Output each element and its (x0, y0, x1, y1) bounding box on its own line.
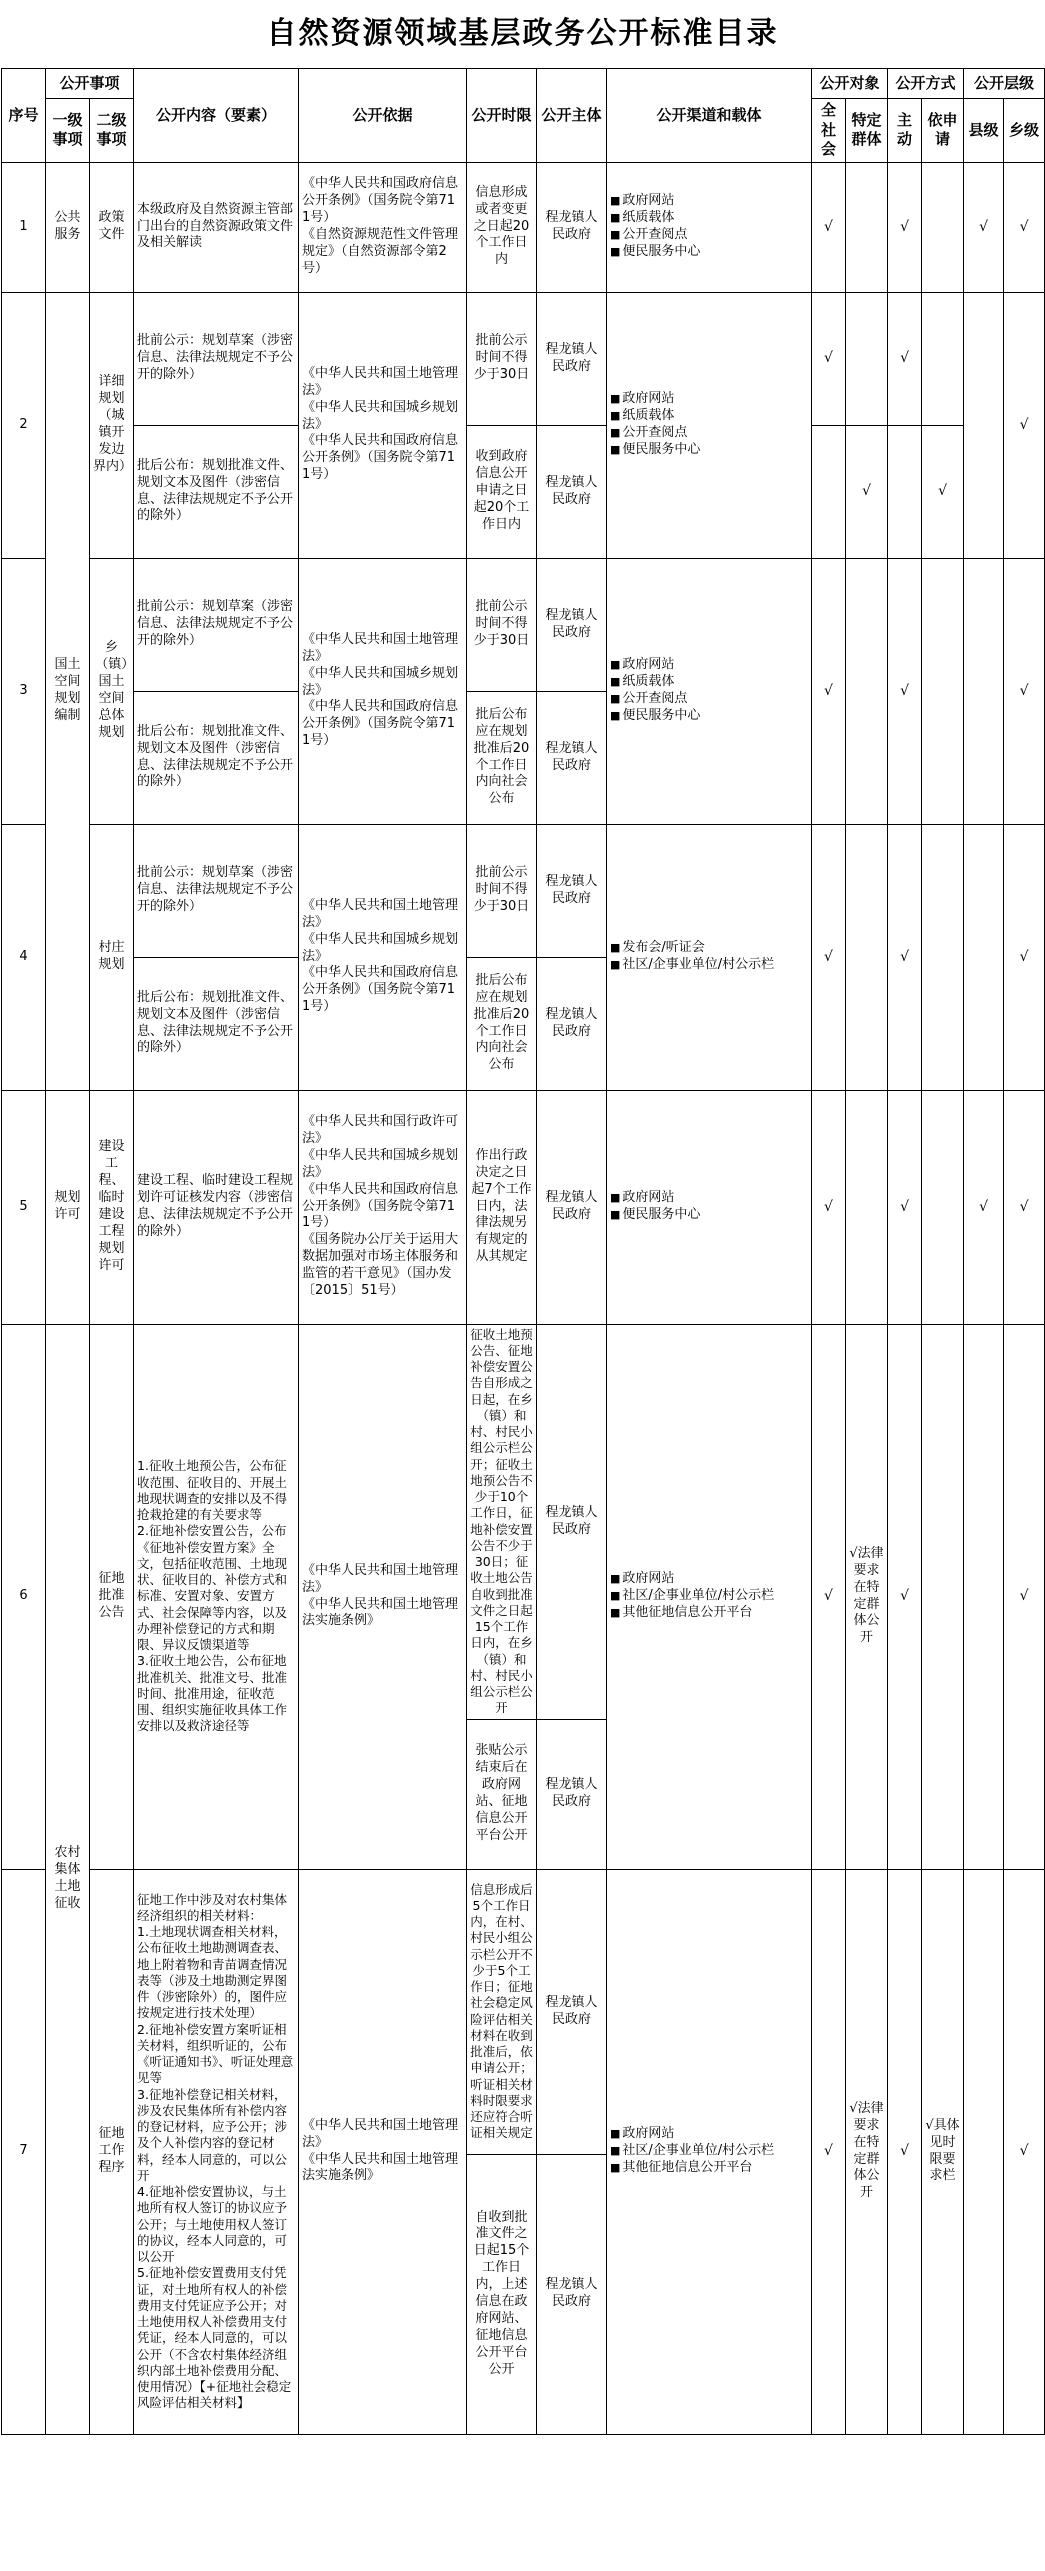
check-county (964, 824, 1004, 1090)
row-time: 征收土地预公告、征地补偿安置公告自形成之日起，在乡（镇）和村、村民小组公示栏公开；征收土地预公告不少于10个工作日，征地补偿安置公告不少于30日；征收土地公告自收到批准文件之日起15个工作日内，在乡（镇）和村、村民小组公示栏公开 (467, 1324, 537, 1719)
row-time: 批前公示时间不得少于30日 (467, 824, 537, 957)
row-level1: 规划许可 (46, 1090, 90, 1324)
catalog-table (1, 68, 1045, 2435)
row-subject: 程龙镇人民政府 (537, 957, 607, 1090)
row-content: 批后公布：规划批准文件、规划文本及图件（涉密信息、法律法规规定不予公开的除外） (134, 425, 299, 558)
row-time: 批前公示时间不得少于30日 (467, 558, 537, 691)
row-time: 张贴公示结束后在政府网站、征地信息公开平台公开 (467, 1719, 537, 1869)
row-channels (607, 824, 812, 1090)
check-request (922, 824, 964, 1090)
row-level2: 建设工程、临时建设工程规划许可 (90, 1090, 134, 1324)
header-level1: 一级事项 (46, 99, 90, 163)
page-title: 自然资源领域基层政务公开标准目录 (266, 16, 779, 51)
row-subject: 程龙镇人民政府 (537, 558, 607, 691)
channel-item: ■ 公开查阅点 (610, 425, 808, 442)
channel-item: ■ 纸质载体 (610, 408, 808, 425)
header-level: 公开层级 (964, 69, 1045, 99)
channel-item: ■ 政府网站 (610, 1190, 808, 1207)
row-level1: 国土空间规划编制 (46, 292, 90, 1090)
channel-item: ■ 政府网站 (610, 2126, 808, 2143)
header-active: 主动 (888, 99, 922, 163)
check-request (922, 1090, 964, 1324)
row-time: 批后公布应在规划批准后20个工作日内向社会公布 (467, 691, 537, 824)
check-request (922, 162, 964, 292)
channel-item: ■ 纸质载体 (610, 674, 808, 691)
row-content: 1.征收土地预公告，公布征收范围、征收目的、开展土地现状调查的安排以及不得抢栽抢建的有关要求等 2.征地补偿安置公告，公布《征地补偿安置方案》全文，包括征收范围、土地现状、征收目的、补偿方式和标准、安置对象、安置方式、社会保障等内容，以及办理补偿登记的方式和期限、异议反馈渠道等 3.征收土地公告，公布征地批准机关、批准文号、批准时间、批准用途，征收范围、组织实施征收具体工作安排以及救济途径等 (134, 1324, 299, 1869)
row-content: 本级政府及自然资源主管部门出台的自然资源政策文件及相关解读 (134, 162, 299, 292)
channel-item: ■ 便民服务中心 (610, 244, 808, 261)
check-county (964, 1324, 1004, 1869)
check-county: √ (964, 1090, 1004, 1324)
row-basis: 《中华人民共和国土地管理法》 《中华人民共和国土地管理法实施条例》 (299, 1869, 467, 2434)
table-row (2, 1090, 1045, 1324)
check-request: √具体见时限要求栏 (922, 1869, 964, 2434)
check-county (964, 1869, 1004, 2434)
row-subject: 程龙镇人民政府 (537, 1869, 607, 2154)
row-basis: 《中华人民共和国土地管理法》 《中华人民共和国城乡规划法》 《中华人民共和国政府信息公开条例》（国务院令第711号） (299, 824, 467, 1090)
check-active: √ (888, 1090, 922, 1324)
check-active: √ (888, 1324, 922, 1869)
row-basis: 《中华人民共和国行政许可法》 《中华人民共和国城乡规划法》 《中华人民共和国政府信息公开条例》（国务院令第711号） 《国务院办公厅关于运用大数据加强对市场主体服务和监管的若干意见》（国办发〔2015〕51号） (299, 1090, 467, 1324)
table-row (2, 824, 1045, 957)
check-whole: √ (812, 1090, 846, 1324)
table-row (2, 425, 1045, 558)
table-row (2, 1324, 1045, 1719)
check-town: √ (1004, 1869, 1045, 2434)
header-subject: 公开主体 (537, 69, 607, 163)
check-active (888, 425, 922, 558)
row-time: 批前公示时间不得少于30日 (467, 292, 537, 425)
row-basis: 《中华人民共和国政府信息公开条例》（国务院令第711号） 《自然资源规范性文件管理规定》（自然资源部令第2号） (299, 162, 467, 292)
check-active: √ (888, 292, 922, 425)
table-row (2, 558, 1045, 691)
header-request: 依申请 (922, 99, 964, 163)
row-seq: 6 (2, 1324, 46, 1869)
check-county (964, 558, 1004, 824)
row-content: 批前公示：规划草案（涉密信息、法律法规规定不予公开的除外） (134, 824, 299, 957)
header-county: 县级 (964, 99, 1004, 163)
row-time: 批后公布应在规划批准后20个工作日内向社会公布 (467, 957, 537, 1090)
channel-item: ■ 社区/企事业单位/村公示栏 (610, 2143, 808, 2160)
header-level2: 二级事项 (90, 99, 134, 163)
channel-item: ■ 便民服务中心 (610, 442, 808, 459)
row-subject: 程龙镇人民政府 (537, 691, 607, 824)
row-subject: 程龙镇人民政府 (537, 1324, 607, 1719)
check-specific (846, 824, 888, 1090)
row-channels (607, 1324, 812, 1869)
row-time: 信息形成或者变更之日起20个工作日内 (467, 162, 537, 292)
row-seq: 3 (2, 558, 46, 824)
row-seq: 2 (2, 292, 46, 558)
check-request: √ (922, 425, 964, 558)
check-active: √ (888, 1869, 922, 2434)
header-time: 公开时限 (467, 69, 537, 163)
check-town: √ (1004, 1324, 1045, 1869)
row-basis: 《中华人民共和国土地管理法》 《中华人民共和国城乡规划法》 《中华人民共和国政府信息公开条例》（国务院令第711号） (299, 292, 467, 558)
row-level1: 公共服务 (46, 162, 90, 292)
table-row (2, 1869, 1045, 2154)
row-content: 批后公布：规划批准文件、规划文本及图件（涉密信息、法律法规规定不予公开的除外） (134, 957, 299, 1090)
row-seq: 4 (2, 824, 46, 1090)
check-whole: √ (812, 558, 846, 824)
header-basis: 公开依据 (299, 69, 467, 163)
row-time: 自收到批准文件之日起15个工作日内，上述信息在政府网站、征地信息公开平台公开 (467, 2154, 537, 2434)
check-specific: √法律要求在特定群体公开 (846, 1324, 888, 1869)
header-specific: 特定群体 (846, 99, 888, 163)
row-level2: 征地工作程序 (90, 1869, 134, 2434)
check-whole: √ (812, 162, 846, 292)
row-level1: 农村集体土地征收 (46, 1324, 90, 2434)
header-target: 公开对象 (812, 69, 888, 99)
check-specific (846, 292, 888, 425)
row-content: 征地工作中涉及对农村集体经济组织的相关材料： 1.土地现状调查相关材料，公布征收土地勘测调查表、地上附着物和青苗调查情况表等（涉及土地勘测定界图件（涉密除外）的，图件应按规定进行技术处理） 2.征地补偿安置方案听证相关材料，组织听证的，公布《听证通知书》、听证处理意见等 3.征地补偿登记相关材料，涉及农民集体所有补偿内容的登记材料，应予公开；涉及个人补偿内容的登记材料，经本人同意的，可以公开 4.征地补偿安置协议，与土地所有权人签订的协议应予公开；与土地使用权人签订的协议，经本人同意的，可以公开 5.征地补偿安置费用支付凭证，对土地所有权人的补偿费用支付凭证应予公开；对土地使用权人补偿费用支付凭证，经本人同意的，可以公开（不含农村集体经济组织内部土地补偿费用分配、使用情况）【+征地社会稳定风险评估相关材料】 (134, 1869, 299, 2434)
row-seq: 5 (2, 1090, 46, 1324)
check-whole: √ (812, 1869, 846, 2434)
row-channels (607, 1090, 812, 1324)
header-content: 公开内容（要素） (134, 69, 299, 163)
row-channels (607, 292, 812, 558)
check-county (964, 292, 1004, 558)
row-content: 批前公示：规划草案（涉密信息、法律法规规定不予公开的除外） (134, 558, 299, 691)
channel-item: ■ 公开查阅点 (610, 227, 808, 244)
row-level2: 详细规划（城镇开发边界内） (90, 292, 134, 558)
check-whole: √ (812, 292, 846, 425)
header-seq: 序号 (2, 69, 46, 163)
row-content: 建设工程、临时建设工程规划许可证核发内容（涉密信息、法律法规规定不予公开的除外） (134, 1090, 299, 1324)
row-subject: 程龙镇人民政府 (537, 1090, 607, 1324)
check-specific: √法律要求在特定群体公开 (846, 1869, 888, 2434)
check-whole: √ (812, 824, 846, 1090)
row-subject: 程龙镇人民政府 (537, 824, 607, 957)
row-subject: 程龙镇人民政府 (537, 292, 607, 425)
check-request (922, 558, 964, 824)
check-county: √ (964, 162, 1004, 292)
channel-item: ■ 其他征地信息公开平台 (610, 1605, 808, 1622)
channel-item: ■ 社区/企事业单位/村公示栏 (610, 957, 808, 974)
check-request (922, 292, 964, 425)
check-town: √ (1004, 292, 1045, 558)
check-specific: √ (846, 425, 888, 558)
row-channels (607, 558, 812, 824)
check-active: √ (888, 162, 922, 292)
check-town: √ (1004, 824, 1045, 1090)
channel-item: ■ 政府网站 (610, 1571, 808, 1588)
row-time: 收到政府信息公开申请之日起20个工作日内 (467, 425, 537, 558)
check-active: √ (888, 824, 922, 1090)
table-row (2, 162, 1045, 292)
table-row (2, 292, 1045, 425)
check-specific (846, 558, 888, 824)
header-mode: 公开方式 (888, 69, 964, 99)
row-channels (607, 1869, 812, 2434)
row-seq: 1 (2, 162, 46, 292)
row-time: 作出行政决定之日起7个工作日内，法律法规另有规定的从其规定 (467, 1090, 537, 1324)
channel-item: ■ 发布会/听证会 (610, 940, 808, 957)
row-subject: 程龙镇人民政府 (537, 1719, 607, 1869)
channel-item: ■ 政府网站 (610, 657, 808, 674)
row-level2: 乡（镇）国土空间总体规划 (90, 558, 134, 824)
check-request (922, 1324, 964, 1869)
channel-item: ■ 纸质载体 (610, 210, 808, 227)
check-town: √ (1004, 1090, 1045, 1324)
row-channels (607, 162, 812, 292)
header-channel: 公开渠道和载体 (607, 69, 812, 163)
header-matter: 公开事项 (46, 69, 134, 99)
check-whole (812, 425, 846, 558)
channel-item: ■ 社区/企事业单位/村公示栏 (610, 1588, 808, 1605)
row-subject: 程龙镇人民政府 (537, 162, 607, 292)
row-level2: 政策文件 (90, 162, 134, 292)
row-content: 批前公示：规划草案（涉密信息、法律法规规定不予公开的除外） (134, 292, 299, 425)
row-content: 批后公布：规划批准文件、规划文本及图件（涉密信息、法律法规规定不予公开的除外） (134, 691, 299, 824)
header-town: 乡级 (1004, 99, 1045, 163)
check-specific (846, 162, 888, 292)
check-active: √ (888, 558, 922, 824)
row-basis: 《中华人民共和国土地管理法》 《中华人民共和国土地管理法实施条例》 (299, 1324, 467, 1869)
row-level2: 征地批准公告 (90, 1324, 134, 1869)
row-subject: 程龙镇人民政府 (537, 425, 607, 558)
channel-item: ■ 便民服务中心 (610, 1207, 808, 1224)
row-level2: 村庄规划 (90, 824, 134, 1090)
row-seq: 7 (2, 1869, 46, 2434)
row-time: 信息形成后5个工作日内，在村、村民小组公示栏公开不少于5个工作日；征地社会稳定风险评估相关材料在收到批准后，依申请公开；听证相关材料时限要求还应符合听证相关规定 (467, 1869, 537, 2154)
check-whole: √ (812, 1324, 846, 1869)
channel-item: ■ 便民服务中心 (610, 708, 808, 725)
check-specific (846, 1090, 888, 1324)
row-basis: 《中华人民共和国土地管理法》 《中华人民共和国城乡规划法》 《中华人民共和国政府信息公开条例》（国务院令第711号） (299, 558, 467, 824)
check-town: √ (1004, 162, 1045, 292)
channel-item: ■ 公开查阅点 (610, 691, 808, 708)
row-subject: 程龙镇人民政府 (537, 2154, 607, 2434)
channel-item: ■ 其他征地信息公开平台 (610, 2160, 808, 2177)
channel-item: ■ 政府网站 (610, 391, 808, 408)
check-town: √ (1004, 558, 1045, 824)
header-whole: 全社会 (812, 99, 846, 163)
channel-item: ■ 政府网站 (610, 193, 808, 210)
